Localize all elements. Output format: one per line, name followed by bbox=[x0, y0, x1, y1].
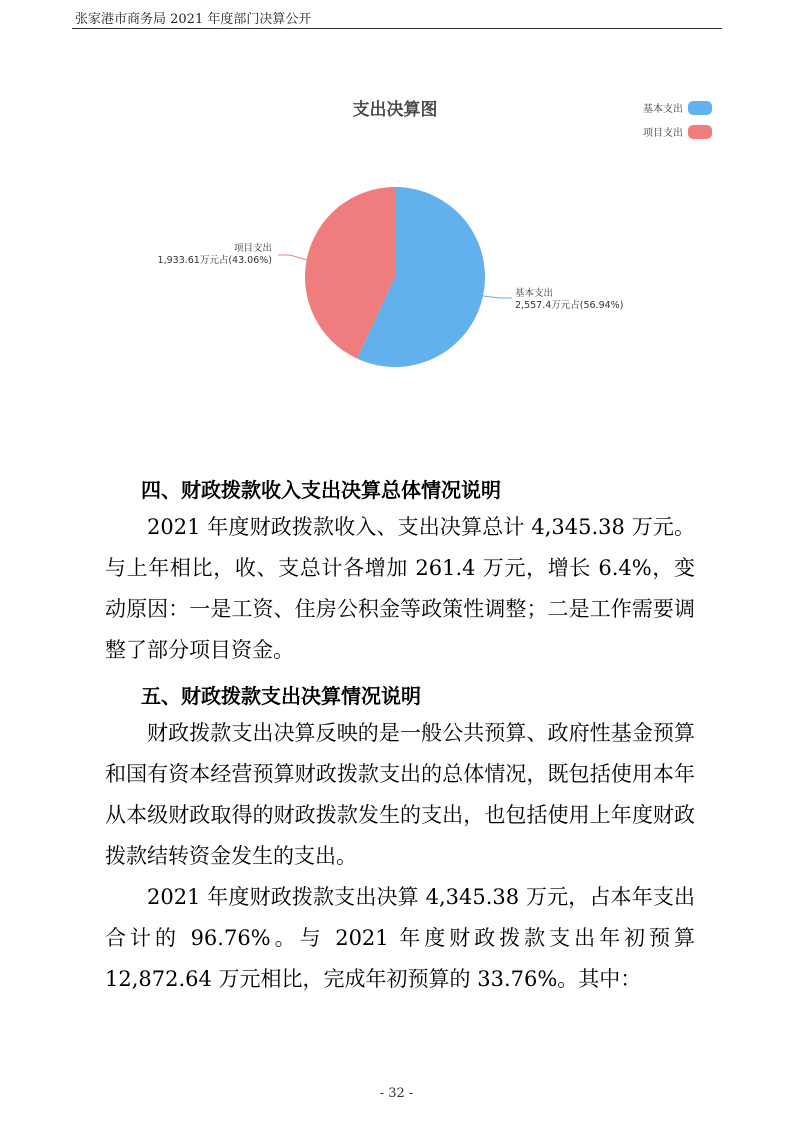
slice-label-project-group bbox=[158, 242, 307, 266]
expenditure-pie-chart bbox=[0, 0, 793, 440]
section-heading-5: 五、财政拨款支出决算情况说明 bbox=[141, 684, 421, 708]
pie-slices bbox=[305, 187, 485, 367]
leader-line-project bbox=[278, 255, 307, 260]
section-heading-4: 四、财政拨款收入支出决算总体情况说明 bbox=[141, 478, 501, 502]
legend-swatch-project[interactable] bbox=[688, 125, 712, 139]
slice-label-project-name: 项目支出 bbox=[233, 243, 272, 254]
document-header: 张家港市商务局 2021 年度部门决算公开 bbox=[75, 12, 312, 27]
chart-title: 支出决算图 bbox=[352, 100, 438, 120]
leader-line-basic bbox=[483, 296, 512, 298]
section-4-paragraph-1: 2021 年度财政拨款收入、支出决算总计 4,345.38 万元。与上年相比，收、支总计各增加 261.4 万元，增长 6.4%，变动原因：一是工资、住房公积金等政策性调整；二是工作需要调整了部分项目资金。 bbox=[105, 515, 695, 662]
legend-swatch-basic[interactable] bbox=[688, 101, 712, 115]
slice-label-basic-value: 2,557.4万元占(56.94%) bbox=[515, 300, 624, 311]
slice-label-project-value: 1,933.61万元占(43.06%) bbox=[157, 255, 272, 266]
legend-label-project: 项目支出 bbox=[643, 128, 683, 139]
page-number: - 32 - bbox=[379, 1086, 414, 1101]
slice-label-basic-name: 基本支出 bbox=[515, 288, 554, 299]
chart-legend bbox=[643, 101, 712, 139]
slice-label-basic-group bbox=[483, 287, 623, 311]
legend-label-basic: 基本支出 bbox=[643, 104, 683, 115]
section-5-paragraph-1: 财政拨款支出决算反映的是一般公共预算、政府性基金预算和国有资本经营预算财政拨款支出的总体情况，既包括使用本年从本级财政取得的财政拨款发生的支出，也包括使用上年度财政拨款结转资金发生的支出。 bbox=[105, 721, 695, 868]
section-5-paragraph-2: 2021 年度财政拨款支出决算 4,345.38 万元，占本年支出合计的 96.76%。与 2021 年度财政拨款支出年初预算 12,872.64 万元相比，完成年初预算的 33.76%。其中： bbox=[105, 885, 695, 991]
